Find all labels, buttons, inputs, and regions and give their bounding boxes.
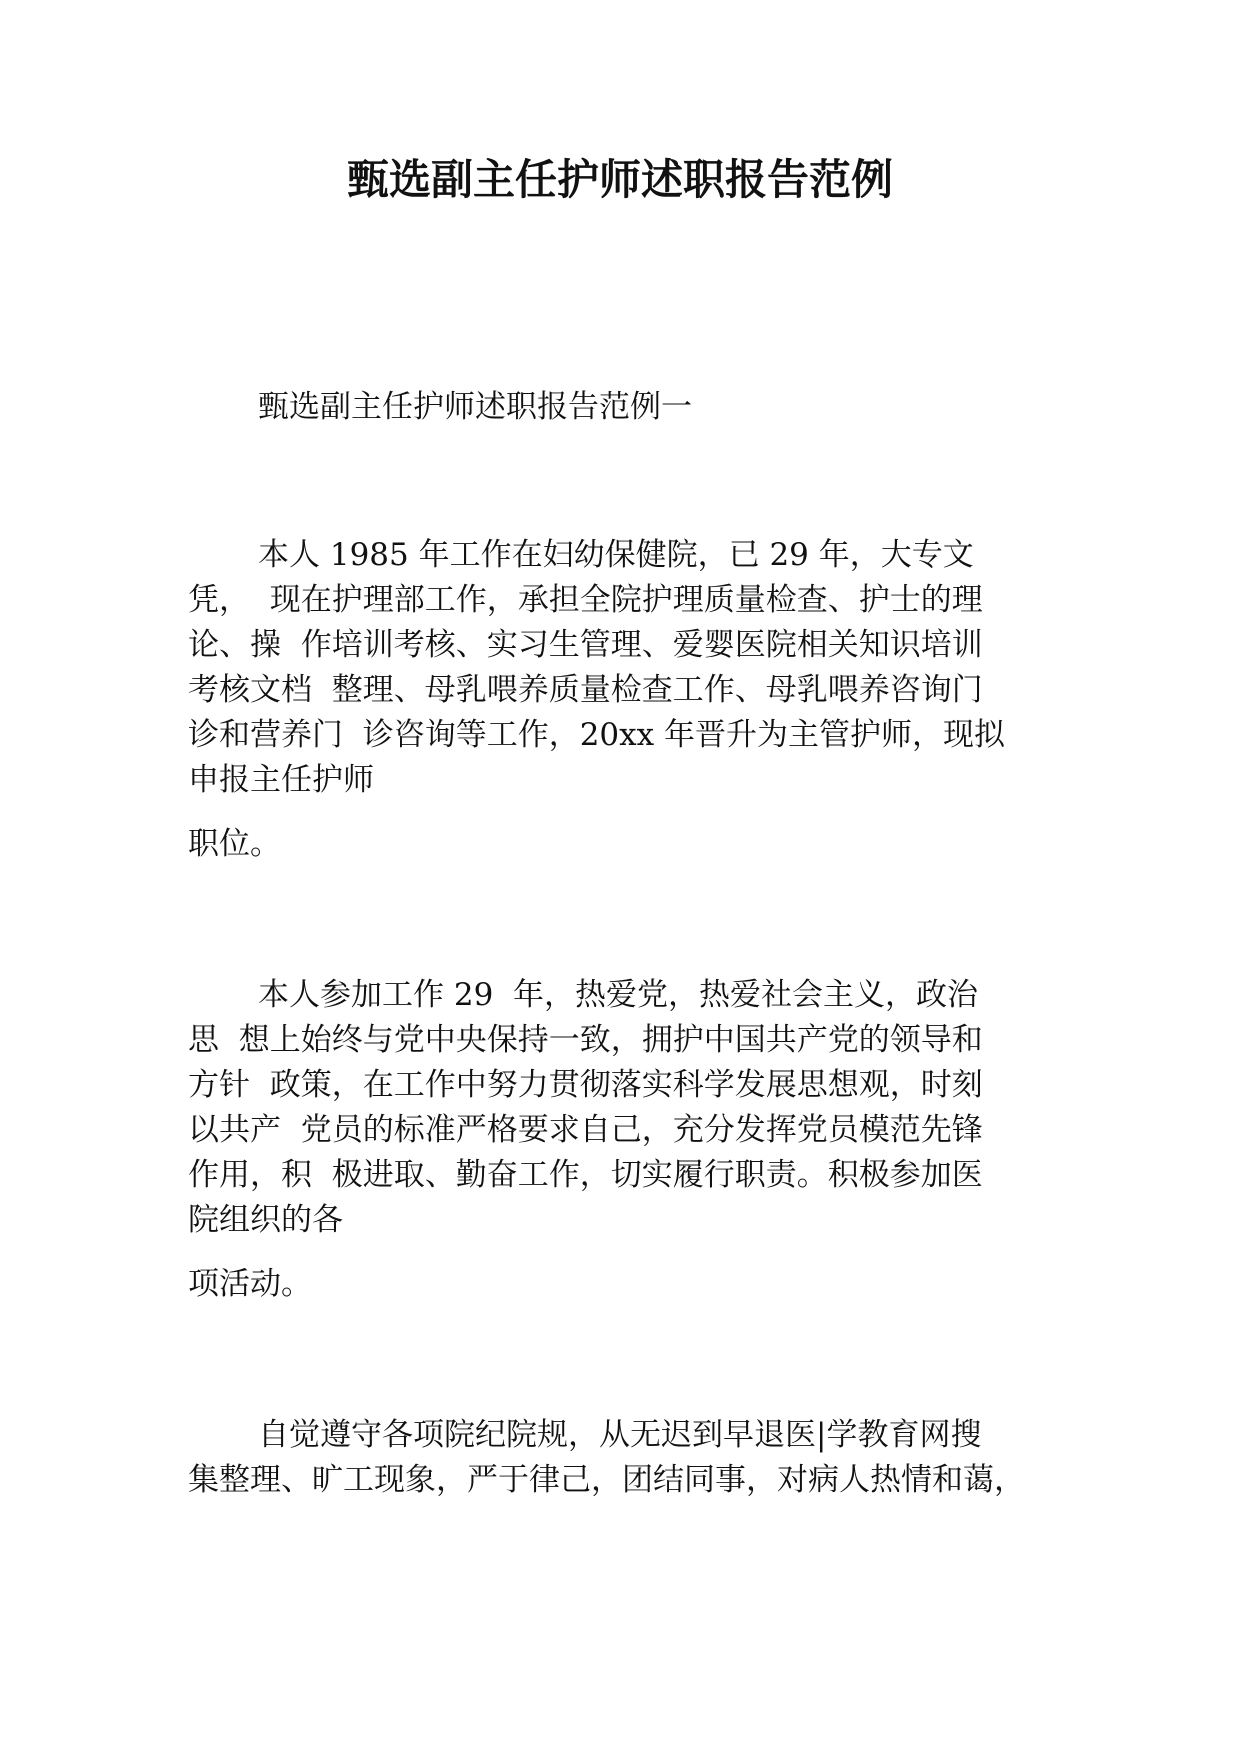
paragraph-1-line-2: 凭， 现在护理部工作，承担全院护理质量检查、护士的理 bbox=[188, 582, 983, 618]
paragraph-2-line-3: 方针 政策，在工作中努力贯彻落实科学发展思想观，时刻 bbox=[188, 1067, 983, 1103]
paragraph-2-line-2: 思 想上始终与党中央保持一致，拥护中国共产党的领导和 bbox=[188, 1022, 983, 1058]
paragraph-2-line-5: 作用，积 极进取、勤奋工作，切实履行职责。积极参加医 bbox=[188, 1157, 983, 1193]
paragraph-3-line-1: 自觉遵守各项院纪院规，从无迟到早退医|学教育网搜 bbox=[258, 1417, 982, 1453]
paragraph-2-line-6: 院组织的各 bbox=[188, 1202, 343, 1238]
paragraph-3-line-2: 集整理、旷工现象，严于律己，团结同事，对病人热情和蔼， bbox=[188, 1462, 1025, 1498]
paragraph-2-tail: 项活动。 bbox=[188, 1266, 312, 1302]
document-title: 甄选副主任护师述职报告范例 bbox=[346, 155, 893, 204]
paragraph-1-line-3: 论、操 作培训考核、实习生管理、爱婴医院相关知识培训 bbox=[188, 627, 983, 663]
paragraph-1-tail: 职位。 bbox=[188, 826, 281, 862]
paragraph-1-line-4: 考核文档 整理、母乳喂养质量检查工作、母乳喂养咨询门 bbox=[188, 672, 983, 708]
paragraph-1-line-6: 申报主任护师 bbox=[188, 762, 374, 798]
paragraph-1-line-5: 诊和营养门 诊咨询等工作，20xx 年晋升为主管护师，现拟 bbox=[188, 717, 1005, 753]
paragraph-2-line-4: 以共产 党员的标准严格要求自己，充分发挥党员模范先锋 bbox=[188, 1112, 983, 1148]
section-subtitle: 甄选副主任护师述职报告范例一 bbox=[258, 389, 692, 425]
paragraph-1-line-1: 本人 1985 年工作在妇幼保健院，已 29 年，大专文 bbox=[258, 537, 974, 573]
paragraph-2-line-1: 本人参加工作 29 年，热爱党，热爱社会主义，政治 bbox=[258, 977, 979, 1013]
